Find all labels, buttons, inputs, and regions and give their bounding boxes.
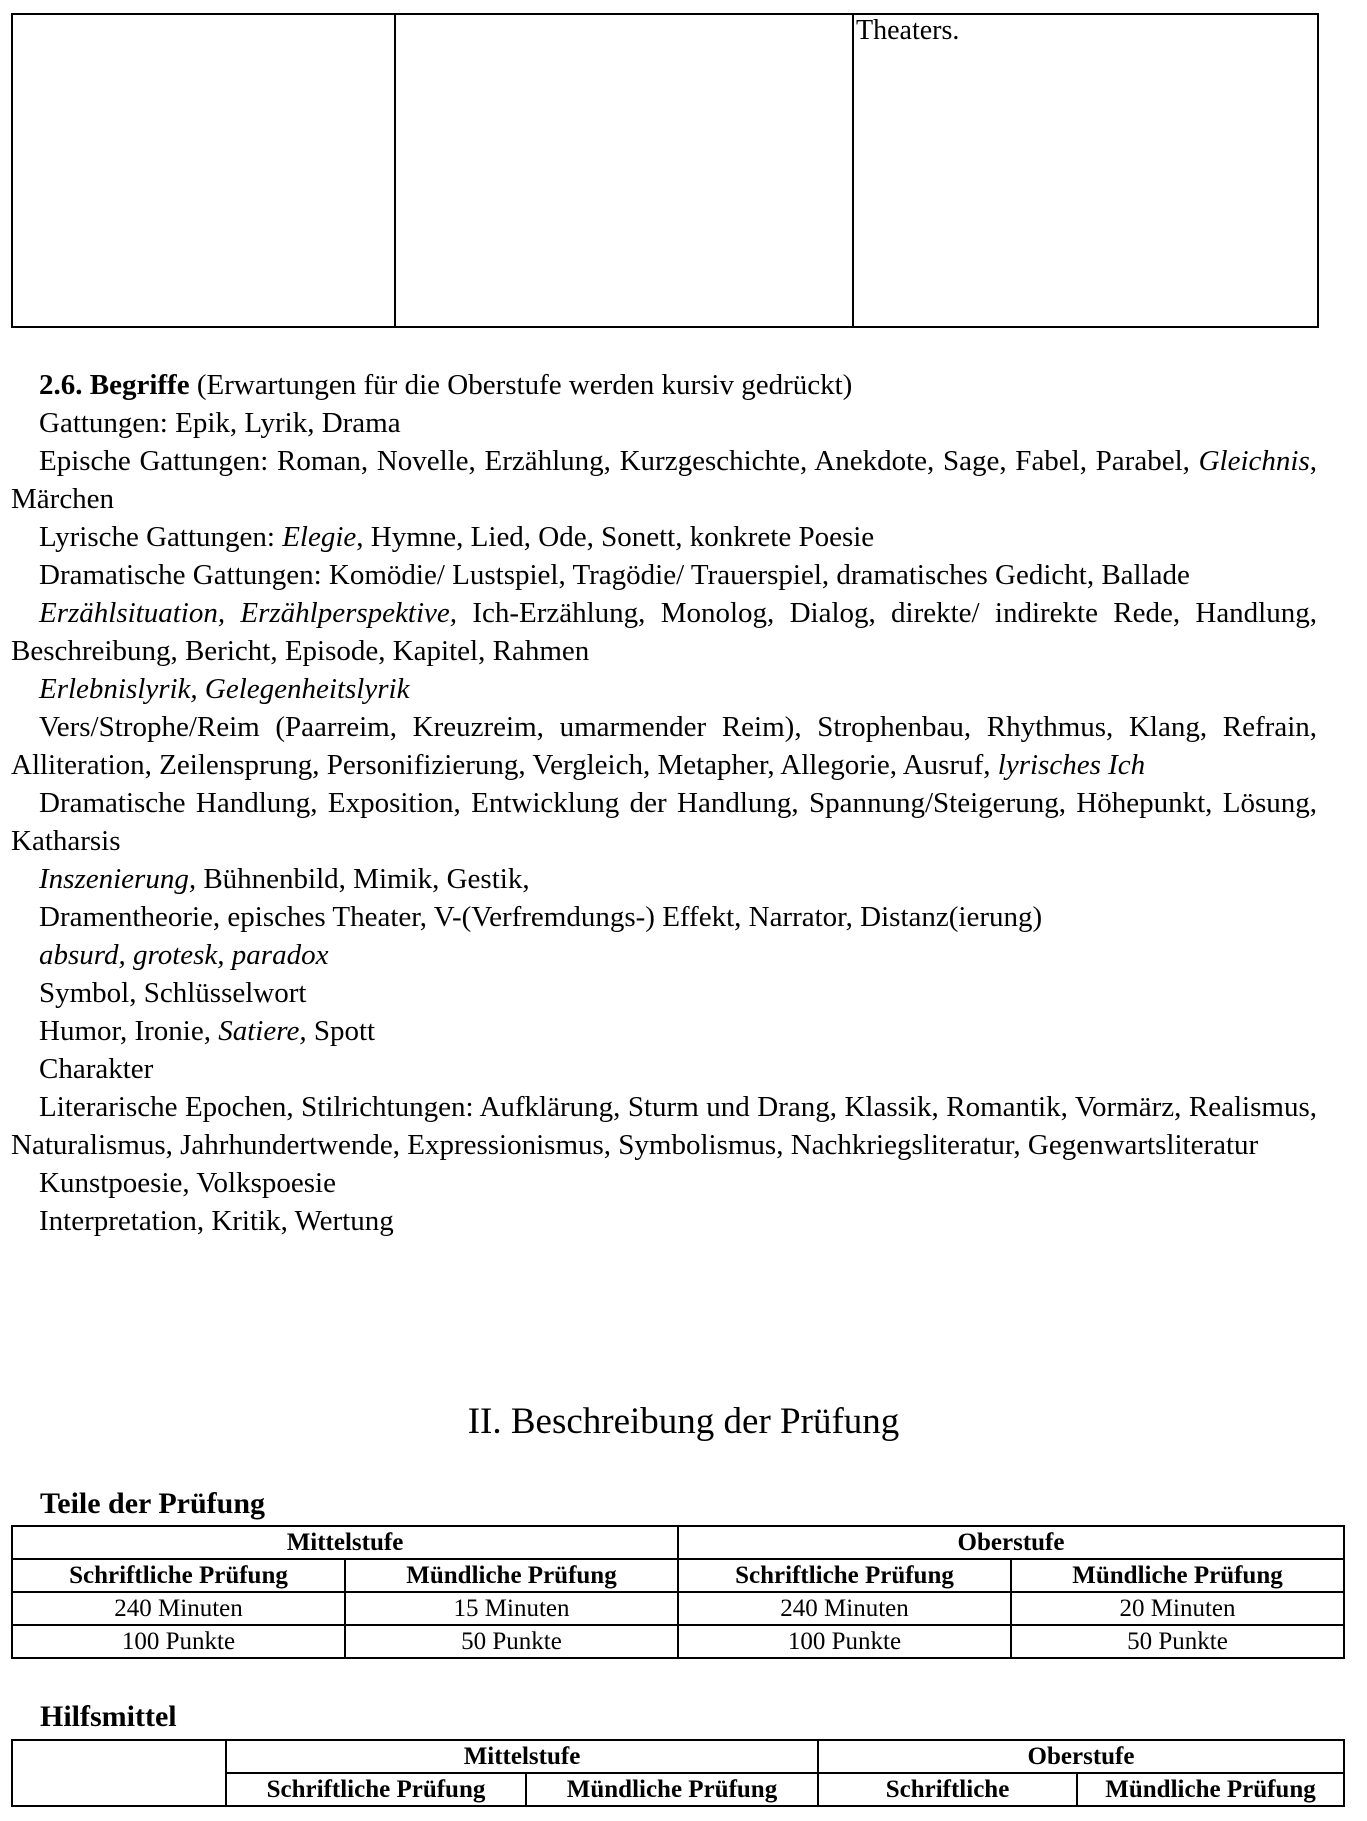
text: Epische Gattungen: Roman, Novelle, Erzählung, Kurzgeschichte, Anekdote, Sage, Fabel, Parabel, <box>39 445 1199 477</box>
table-cell <box>12 14 395 327</box>
term-line: Symbol, Schlüsselwort <box>39 977 307 1009</box>
table-cell: 50 Punkte <box>1011 1625 1344 1658</box>
term-line <box>11 442 1317 518</box>
text: Bühnenbild, Mimik, Gestik, <box>196 863 530 895</box>
term-line: Dramentheorie, episches Theater, V-(Verfremdungs-) Effekt, Narrator, Distanz(ierung) <box>39 901 1043 933</box>
table-cell: 100 Punkte <box>12 1625 345 1658</box>
column-group-header: Oberstufe <box>678 1526 1344 1559</box>
teile-heading: Teile der Prüfung <box>40 1487 266 1520</box>
column-header: Schriftliche Prüfung <box>678 1559 1011 1592</box>
term-line: Dramatische Gattungen: Komödie/ Lustspiel, Tragödie/ Trauerspiel, dramatisches Gedicht, Ballade <box>39 559 1190 591</box>
column-header: Mündliche Prüfung <box>1077 1773 1344 1806</box>
table-row <box>12 1592 1344 1625</box>
term-line: Erlebnislyrik, Gelegenheitslyrik <box>39 673 410 705</box>
continuation-table <box>11 13 1319 328</box>
text: Vers/Strophe/Reim (Paarreim, Kreuzreim, umarmender Reim), Strophenbau, Rhythmus, Klang, Refrain, Alliteration, Zeilensprung, Personifizierung, Vergleich, Metapher, Allegorie, Ausruf, <box>11 711 1317 781</box>
column-header: Mündliche Prüfung <box>345 1559 678 1592</box>
table-row <box>12 14 1318 327</box>
italic-text: Gleichnis <box>1198 445 1310 477</box>
column-group-header: Mittelstufe <box>12 1526 678 1559</box>
table-row <box>12 1740 1344 1773</box>
column-header: Schriftliche <box>818 1773 1077 1806</box>
term-line <box>11 1012 1317 1050</box>
term-line <box>11 708 1317 784</box>
column-header: Schriftliche Prüfung <box>12 1559 345 1592</box>
italic-text: Elegie <box>282 521 357 553</box>
empty-header-cell <box>12 1740 226 1806</box>
term-line <box>11 518 1317 556</box>
table-row <box>12 1559 1344 1592</box>
table-cell: 15 Minuten <box>345 1592 678 1625</box>
hilfsmittel-table <box>11 1739 1345 1807</box>
teile-table <box>11 1525 1345 1659</box>
table-row <box>12 1526 1344 1559</box>
text: Humor, Ironie, <box>39 1015 219 1047</box>
table-cell: 240 Minuten <box>12 1592 345 1625</box>
column-header: Mündliche Prüfung <box>1011 1559 1344 1592</box>
terms-section <box>11 366 1317 1240</box>
term-line: Dramatische Handlung, Exposition, Entwicklung der Handlung, Spannung/Steigerung, Höhepunkt, Lösung, Katharsis <box>11 787 1317 857</box>
text: Ich-Erzählung, Monolog, Dialog, direkte/ indirekte Rede, Handlung, Beschreibung, Bericht, Episode, Kapitel, Rahmen <box>11 597 1317 667</box>
text: Spott <box>306 1015 376 1047</box>
heading-note: (Erwartungen für die Oberstufe werden kursiv gedrückt) <box>189 369 853 401</box>
column-header: Mündliche Prüfung <box>526 1773 818 1806</box>
italic-text: lyrisches Ich <box>997 749 1146 781</box>
hilfsmittel-heading: Hilfsmittel <box>40 1700 177 1733</box>
term-line <box>11 860 1317 898</box>
table-cell: Theaters. <box>853 14 1318 327</box>
term-line: Literarische Epochen, Stilrichtungen: Aufklärung, Sturm und Drang, Klassik, Romantik, Vormärz, Realismus, Naturalismus, Jahrhundertwende, Expressionismus, Symbolismus, Nachkriegsliteratur, Gegenwartsliteratur <box>11 1091 1317 1161</box>
italic-text: Satiere, <box>218 1015 307 1047</box>
text: Lyrische Gattungen: <box>39 521 283 553</box>
section-number: 2.6. Begriffe <box>39 369 190 401</box>
table-cell: 20 Minuten <box>1011 1592 1344 1625</box>
text: , Hymne, Lied, Ode, Sonett, konkrete Poesie <box>356 521 875 553</box>
term-line: Kunstpoesie, Volkspoesie <box>39 1167 336 1199</box>
column-group-header: Oberstufe <box>818 1740 1344 1773</box>
term-line: Gattungen: Epik, Lyrik, Drama <box>39 407 401 439</box>
italic-text: Inszenierung, <box>39 863 197 895</box>
term-line <box>11 594 1317 670</box>
column-group-header: Mittelstufe <box>226 1740 818 1773</box>
table-row <box>12 1625 1344 1658</box>
term-line: absurd, grotesk, paradox <box>39 939 329 971</box>
column-header: Schriftliche Prüfung <box>226 1773 526 1806</box>
table-cell: 50 Punkte <box>345 1625 678 1658</box>
table-cell <box>395 14 853 327</box>
term-line: Charakter <box>39 1053 154 1085</box>
section-title: II. Beschreibung der Prüfung <box>467 1401 900 1442</box>
table-cell: 100 Punkte <box>678 1625 1011 1658</box>
term-line: Interpretation, Kritik, Wertung <box>39 1205 394 1237</box>
text: , Märchen <box>11 445 1317 515</box>
table-cell: 240 Minuten <box>678 1592 1011 1625</box>
italic-text: Erzählsituation, Erzählperspektive, <box>39 597 458 629</box>
terms-heading <box>11 366 1317 404</box>
